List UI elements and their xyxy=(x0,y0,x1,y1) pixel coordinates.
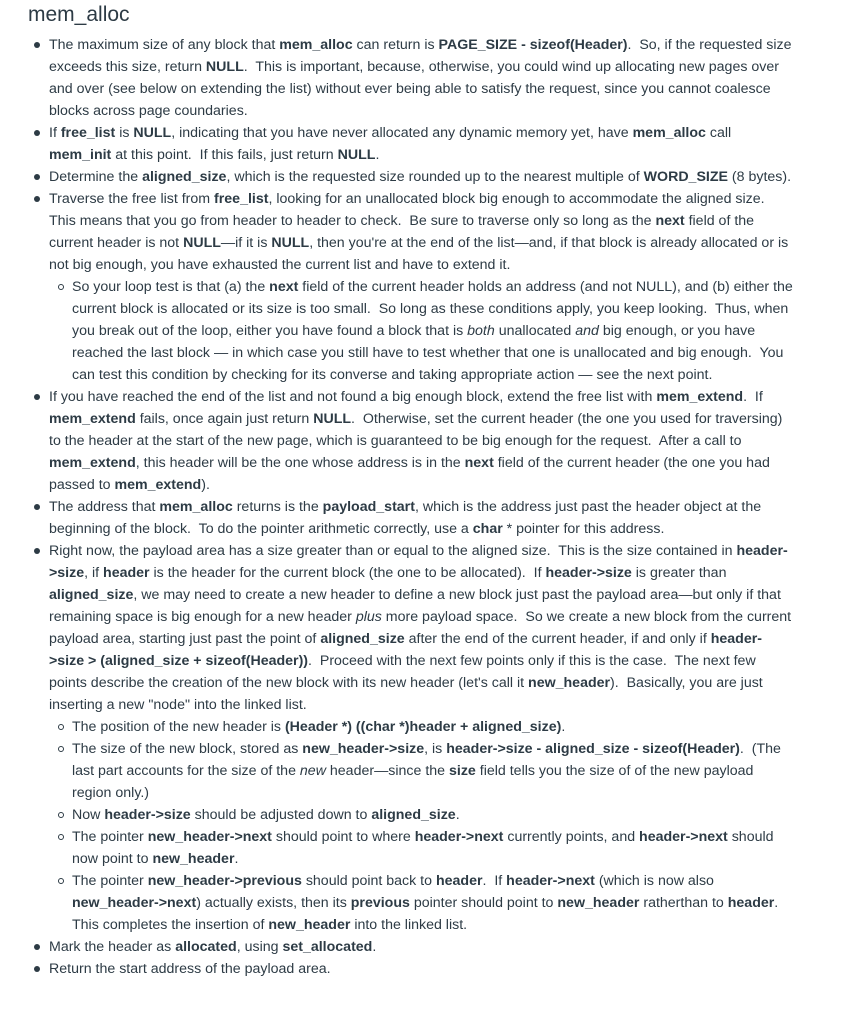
sub-bullet-text: The pointer new_header->previous should point back to header. If header->next (which is now also new_header->next) actually exists, then its previous pointer should point to new_header ratherthan to header. This completes the insertion of new_header into the linked list. xyxy=(72,873,779,933)
sub-bullet-text: The size of the new block, stored as new_header->size, is header->size - aligned_size - sizeof(Header). (The last part accounts for the size of the new header—since the size field tells you the size of of the new payload region only.) xyxy=(72,741,781,801)
sub-list-item xyxy=(72,276,795,386)
list-item xyxy=(49,936,795,958)
sub-list-item xyxy=(72,716,795,738)
instruction-list xyxy=(0,34,795,980)
bullet-text: If free_list is NULL, indicating that you have never allocated any dynamic memory yet, have mem_alloc call mem_init at this point. If this fails, just return NULL. xyxy=(49,125,732,163)
sub-list xyxy=(49,716,795,936)
sub-list-item xyxy=(72,804,795,826)
list-item xyxy=(49,540,795,936)
sub-list-item xyxy=(72,826,795,870)
list-item xyxy=(49,188,795,386)
bullet-text: The maximum size of any block that mem_alloc can return is PAGE_SIZE - sizeof(Header). So, if the requested size exceeds this size, return NULL. This is important, because, otherwise, you could wind up allocating new pages over and over (see below on extending the list) without ever being able to satisfy the request, since you cannot coalesce blocks across page coundaries. xyxy=(49,37,792,119)
sub-list xyxy=(49,276,795,386)
sub-bullet-text: Now header->size should be adjusted down to aligned_size. xyxy=(72,807,460,823)
list-item xyxy=(49,34,795,122)
bullet-text: If you have reached the end of the list and not found a big enough block, extend the free list with mem_extend. If mem_extend fails, once again just return NULL. Otherwise, set the current header (the one you used for traversing) to the header at the start of the new page, which is guaranteed to be big enough for the request. After a call to mem_extend, this header will be the one whose address is in the next field of the current header (the one you had passed to mem_extend). xyxy=(49,389,783,493)
section-heading: mem_alloc xyxy=(28,3,130,26)
bullet-text: Determine the aligned_size, which is the requested size rounded up to the nearest multiple of WORD_SIZE (8 bytes). xyxy=(49,169,792,185)
list-item xyxy=(49,122,795,166)
bullet-text: Right now, the payload area has a size greater than or equal to the aligned size. This is the size contained in header->size, if header is the header for the current block (the one to be allocated). If header->size is greater than aligned_size, we may need to create a new header to define a new block just past the payload area—but only if that remaining space is big enough for a new header plus more payload space. So we create a new block from the current payload area, starting just past the point of aligned_size after the end of the current header, if and only if header->size > (aligned_size + sizeof(Header)). Proceed with the next few points only if this is the case. The next few points describe the creation of the new block with its new header (let's call it new_header). Basically, you are just inserting a new "node" into the linked list. xyxy=(49,543,792,713)
sub-bullet-text: The pointer new_header->next should point to where header->next currently points, and header->next should now point to new_header. xyxy=(72,829,774,867)
list-item xyxy=(49,958,795,980)
bullet-text: Traverse the free list from free_list, looking for an unallocated block big enough to accommodate the aligned size. This means that you go from header to header to check. Be sure to traverse only so long as the next field of the current header is not NULL—if it is NULL, then you're at the end of the list—and, if that block is already allocated or is not big enough, you have exhausted the current list and have to extend it. xyxy=(49,191,789,273)
sub-list-item xyxy=(72,738,795,804)
sub-bullet-text: So your loop test is that (a) the next field of the current header holds an address (and not NULL), and (b) either the current block is allocated or its size is too small. So long as these conditions apply, you keep looking. Thus, when you break out of the loop, either you have found a block that is both unallocated and big enough, or you have reached the last block — in which case you still have to test whether that one is unallocated and big enough. You can test this condition by checking for its converse and taking appropriate action — see the next point. xyxy=(72,279,793,383)
sub-list-item xyxy=(72,870,795,936)
list-item xyxy=(49,386,795,496)
list-item xyxy=(49,496,795,540)
bullet-text: The address that mem_alloc returns is the payload_start, which is the address just past the header object at the beginning of the block. To do the pointer arithmetic correctly, use a char * pointer for this address. xyxy=(49,499,762,537)
sub-bullet-text: The position of the new header is (Header *) ((char *)header + aligned_size). xyxy=(72,719,566,735)
list-item xyxy=(49,166,795,188)
bullet-text: Mark the header as allocated, using set_allocated. xyxy=(49,939,377,955)
bullet-text: Return the start address of the payload area. xyxy=(49,961,331,977)
